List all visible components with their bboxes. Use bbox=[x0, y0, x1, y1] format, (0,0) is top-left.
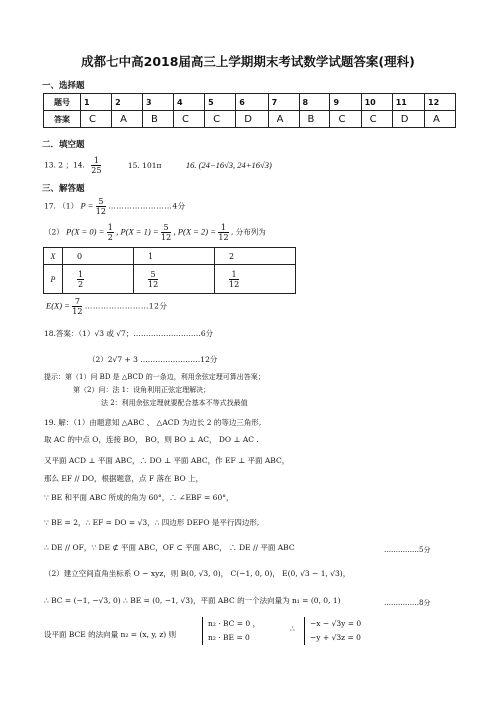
answer-cell: B bbox=[299, 111, 330, 128]
answer-cell: C bbox=[330, 111, 361, 128]
q18-hint3: 法 2：利用余弦定理就要配合基本不等式找最值 bbox=[101, 399, 248, 407]
dist-p0 bbox=[77, 270, 84, 289]
q19-system1 bbox=[202, 617, 260, 645]
q19-line7: ∴ DE // OF，∵ DE ⊄ 平面 ABC，OF ⊂ 平面 ABC， ∴ DE // 平面 ABC bbox=[44, 543, 295, 552]
section-fill: 二．填空题 bbox=[42, 140, 85, 150]
p0-fraction bbox=[107, 223, 114, 242]
answer-cell: A bbox=[425, 111, 456, 128]
header-label: 题号 bbox=[44, 94, 81, 111]
dist-x-cell: 2 bbox=[214, 248, 295, 265]
p1-den: 12 bbox=[161, 233, 172, 242]
dist-p0-num: 1 bbox=[77, 269, 84, 279]
p2-den: 12 bbox=[218, 233, 229, 242]
q19-line1: 19. 解：（1）由题意知 △ABC 、 △ACD 为边长 2 的等边三角形, bbox=[44, 418, 262, 427]
dist-p1 bbox=[148, 270, 158, 289]
answer-cell: C bbox=[81, 111, 112, 128]
answer-table-answer-row bbox=[44, 111, 456, 128]
q18-hint2: 第（2）问：法 1：设角利用正弦定理解决； bbox=[73, 386, 211, 394]
dist-p-cell bbox=[62, 265, 133, 294]
expect-eq: E(X) = bbox=[46, 300, 70, 311]
answer-cell: D bbox=[392, 111, 424, 128]
answer-cell: B bbox=[143, 111, 174, 128]
p0-eq: P(X = 0) = bbox=[66, 226, 105, 237]
q17-num: 5 bbox=[96, 197, 106, 207]
q18-line2: （2）2√7 + 3 ……………………12分 bbox=[88, 355, 218, 364]
p2-eq: , P(X = 2) = bbox=[173, 226, 216, 237]
dist-x-cell: 0 bbox=[62, 248, 133, 265]
q19-score5: ……………5分 bbox=[384, 546, 431, 554]
q14-den: 25 bbox=[91, 166, 102, 175]
dist-p1-num: 5 bbox=[148, 270, 158, 280]
dist-p2 bbox=[229, 270, 239, 289]
num-cell: 9 bbox=[330, 94, 361, 111]
expect-den: 12 bbox=[72, 307, 83, 316]
q19-line3: 又平面 ACD ⊥ 平面 ABC，∴ DO ⊥ 平面 ABC，作 EF ⊥ 平面 ABC， bbox=[44, 456, 290, 465]
q19-line4: 那么 EF // DO，根据题意，点 F 落在 BO 上， bbox=[44, 474, 204, 483]
q17-fraction bbox=[96, 197, 106, 216]
p0-num: 1 bbox=[107, 223, 113, 232]
dist-p2-num: 1 bbox=[229, 270, 239, 280]
sys1-eq2: n₂ · BE = 0 bbox=[208, 633, 250, 642]
q19-line10: 设平面 BCE 的法向量 n₂ = (x, y, z) 则 bbox=[44, 630, 177, 639]
q18-line1: 18.答案：（1）√3 或 √7；………………………6分 bbox=[44, 329, 214, 338]
q14-fraction bbox=[91, 156, 101, 175]
fill-answers bbox=[44, 156, 272, 175]
q17-label: 17. （1） bbox=[44, 201, 79, 211]
answer-cell: D bbox=[236, 111, 268, 128]
dist-intro: , 分布列为 bbox=[230, 227, 266, 237]
p1-fraction bbox=[161, 223, 171, 242]
q14-num: 1 bbox=[91, 156, 101, 166]
q17-part1 bbox=[44, 197, 186, 216]
q15-answer: 15. 101π bbox=[127, 160, 162, 170]
q17-expectation bbox=[46, 297, 167, 316]
num-cell: 1 bbox=[81, 94, 112, 111]
answer-table-header-row bbox=[44, 94, 456, 111]
q19-line2: 取 AC 的中点 O，连接 BO， BO，则 BO ⊥ AC， DO ⊥ AC . bbox=[44, 435, 259, 444]
sys1-eq1: n₂ · BC = 0 ， bbox=[208, 619, 261, 628]
q19-score8: ……………8分 bbox=[384, 599, 431, 607]
answer-cell: C bbox=[174, 111, 205, 128]
section-solve: 三、解答题 bbox=[42, 184, 85, 194]
num-cell: 10 bbox=[361, 94, 392, 111]
q17-score: ……………………4分 bbox=[108, 201, 186, 211]
p2-num: 1 bbox=[218, 223, 228, 233]
dist-x-cell: 1 bbox=[133, 248, 214, 265]
q19-system2 bbox=[304, 617, 361, 645]
num-cell: 8 bbox=[299, 94, 330, 111]
p0-den: 2 bbox=[107, 233, 113, 242]
page-title: 成都七中高2018届高三上学期期末考试数学试题答案(理科) bbox=[81, 54, 415, 69]
dist-p1-den: 12 bbox=[147, 279, 159, 289]
num-cell: 7 bbox=[268, 94, 299, 111]
q19-line5: ∵ BE 和平面 ABC 所成的角为 60°，∴ ∠EBF = 60°， bbox=[44, 493, 234, 502]
dist-x-label: X bbox=[44, 248, 63, 265]
num-cell: 4 bbox=[174, 94, 205, 111]
num-cell: 6 bbox=[236, 94, 268, 111]
expect-fraction bbox=[72, 297, 82, 316]
q16-answer: 16. (24−16√3, 24+16√3) bbox=[185, 159, 272, 170]
q19-line9: ∴ BC = (−1, −√3, 0) ∴ BE = (0, −1, √3)，平面 ABC 的一个法向量为 n₁ = (0, 0, 1) bbox=[44, 596, 341, 605]
num-cell: 5 bbox=[205, 94, 236, 111]
expect-score: ……………………12分 bbox=[84, 301, 168, 311]
section-choice: 一、选择题 bbox=[42, 81, 85, 91]
q17-den: 12 bbox=[95, 207, 106, 216]
answer-cell: A bbox=[112, 111, 143, 128]
num-cell: 11 bbox=[392, 94, 424, 111]
answer-cell: C bbox=[361, 111, 392, 128]
dist-x-row bbox=[44, 248, 296, 265]
sys2-eq1: −x − √3y = 0 bbox=[310, 619, 362, 628]
num-cell: 3 bbox=[143, 94, 174, 111]
sys2-eq2: −y + √3z = 0 bbox=[310, 633, 361, 642]
dist-p-label: P bbox=[44, 265, 63, 294]
q17-eq: P = bbox=[80, 200, 94, 211]
answer-cell: A bbox=[268, 111, 299, 128]
expect-num: 7 bbox=[72, 297, 82, 307]
num-cell: 12 bbox=[425, 94, 456, 111]
dist-p2-den: 12 bbox=[228, 279, 240, 289]
p1-eq: , P(X = 1) = bbox=[116, 226, 159, 237]
q18-hint1: 提示：第（1）问 BD 是 △BCD 的一条边，利用余弦定理可算出答案； bbox=[44, 373, 265, 381]
dist-p-cell bbox=[214, 265, 295, 294]
q13-answer: 13. 2 ；14. bbox=[44, 160, 85, 170]
distribution-table bbox=[43, 247, 296, 294]
answer-cell: C bbox=[205, 111, 236, 128]
q19-line8: （2）建立空间直角坐标系 O − xyz，则 B(0, √3, 0)， C(−1, 0, 0)， E(0, √3 − 1, √3)， bbox=[44, 569, 351, 578]
q19-line6: ∵ BE = 2，∴ EF = DO = √3，∴ 四边形 DEFO 是平行四边形, bbox=[44, 518, 260, 527]
dist-p-row bbox=[44, 265, 296, 294]
num-cell: 2 bbox=[112, 94, 143, 111]
dist-p0-den: 2 bbox=[77, 279, 84, 289]
q17-part2 bbox=[44, 223, 266, 242]
p2-fraction bbox=[218, 223, 228, 242]
answer-label: 答案 bbox=[44, 111, 81, 128]
answer-table bbox=[43, 93, 456, 128]
p1-num: 5 bbox=[161, 223, 171, 233]
therefore-symbol: ∴ bbox=[290, 624, 295, 633]
q17-part2-label: （2） bbox=[44, 227, 64, 237]
dist-p-cell bbox=[133, 265, 214, 294]
